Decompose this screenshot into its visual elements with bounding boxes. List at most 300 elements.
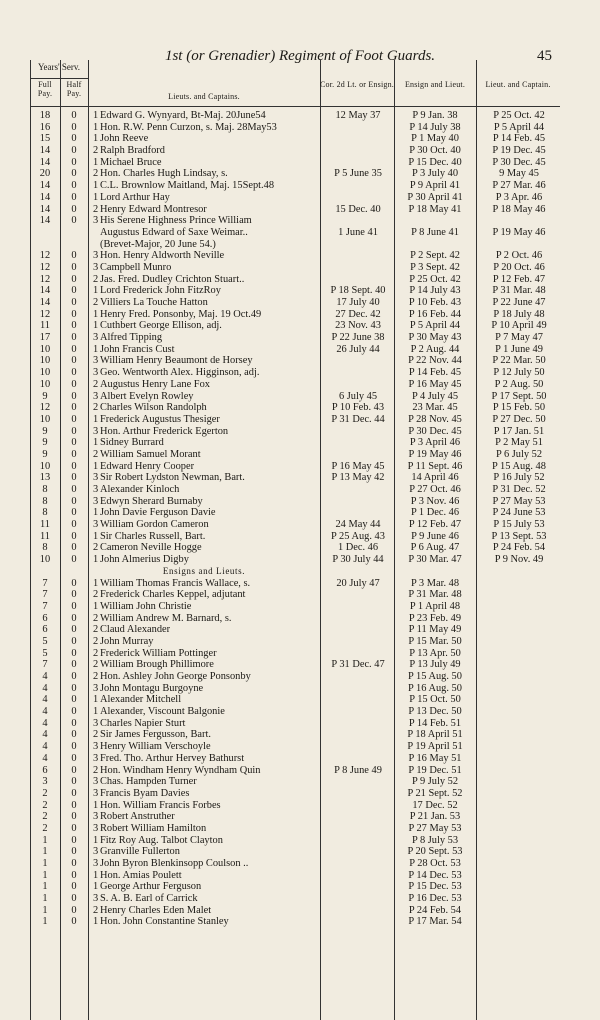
- officer-name: Hon. Ashley John George Ponsonby: [100, 671, 251, 682]
- officer-name: Geo. Wentworth Alex. Higginson, adj.: [100, 367, 260, 379]
- full-pay-years: 4: [42, 752, 48, 764]
- full-pay-years: 10: [39, 355, 51, 367]
- full-pay-years: 2: [42, 811, 48, 823]
- cornet-date: P 31 Dec. 44: [331, 413, 385, 425]
- half-pay-years: 0: [71, 811, 77, 823]
- half-pay-years: 0: [71, 285, 77, 297]
- lieut-captain-date: P 22 Mar. 50: [492, 355, 546, 367]
- regiment-number: 1: [93, 834, 99, 846]
- full-pay-years: 2: [42, 787, 48, 799]
- cornet-date: P 30 July 44: [332, 554, 384, 566]
- table-row: [0, 601, 600, 613]
- regiment-number: 3: [93, 250, 99, 262]
- officer-name: Ralph Bradford: [100, 145, 165, 157]
- full-pay-years: 1: [42, 893, 48, 905]
- table-row: [0, 507, 600, 519]
- officer-name: Frederick Charles Keppel, adjutant: [100, 589, 246, 601]
- table-row: [0, 274, 600, 286]
- half-pay-years: 0: [71, 156, 77, 168]
- ensign-date: P 2 Sept. 42: [410, 250, 460, 262]
- regiment-number: 1: [93, 437, 99, 449]
- officer-name: Edward G. Wynyard, Bt-Maj. 20June54: [100, 110, 266, 121]
- table-row: [0, 215, 600, 227]
- officer-name: Alexander, Viscount Balgonie: [100, 706, 225, 718]
- officer-name: Hon. R.W. Penn Curzon, s. Maj. 28May53: [100, 121, 277, 133]
- officer-name: Charles Wilson Randolph: [100, 402, 207, 414]
- regiment-number: 2: [93, 378, 99, 390]
- header-rule-years: [30, 78, 88, 79]
- lieut-captain-date: P 24 June 53: [492, 507, 546, 519]
- officer-name: Sir Charles Russell, Bart.: [100, 530, 206, 542]
- half-pay-years: 0: [71, 320, 77, 332]
- half-pay-years: 0: [71, 507, 77, 519]
- table-row: [0, 484, 600, 496]
- regiment-number: 1: [93, 530, 99, 542]
- lieut-captain-date: P 12 Feb. 47: [492, 273, 546, 285]
- half-pay-years: 0: [71, 367, 77, 379]
- table-row: [0, 379, 600, 391]
- lieut-captain-date: P 2 May 51: [495, 437, 543, 449]
- cornet-date: P 18 Sept. 40: [330, 285, 386, 297]
- cornet-date: 23 Nov. 43: [335, 320, 381, 332]
- table-row: [0, 262, 600, 274]
- regiment-number: 2: [93, 448, 99, 460]
- half-pay-years: 0: [71, 881, 77, 893]
- full-pay-years: 7: [42, 659, 48, 671]
- full-pay-years: 12: [39, 273, 51, 285]
- half-pay-years: 0: [71, 413, 77, 425]
- regiment-number: 2: [93, 612, 99, 624]
- table-row: [0, 683, 600, 695]
- lieut-captain-date: P 15 July 53: [493, 519, 545, 531]
- officer-name: Alfred Tipping: [100, 332, 163, 344]
- table-row: [0, 332, 600, 344]
- ensign-date: P 30 May 43: [408, 332, 462, 344]
- cornet-date: P 22 June 38: [331, 332, 385, 344]
- half-pay-years: 0: [71, 799, 77, 811]
- lieut-captain-date: P 18 July 48: [493, 308, 545, 320]
- table-row: [0, 426, 600, 438]
- officer-name: Alexander Mitchell: [100, 694, 182, 706]
- ensign-date: P 2 Aug. 44: [410, 343, 460, 355]
- lieut-captain-date: P 14 Feb. 45: [492, 133, 546, 145]
- officer-name: John Reeve: [100, 133, 149, 145]
- officer-name: Villiers La Touche Hatton: [100, 297, 208, 308]
- table-row: [0, 835, 600, 847]
- officer-name: Sir Robert Lydston Newman, Bart.: [100, 472, 245, 484]
- lieut-captain-date: P 19 Dec. 45: [492, 145, 546, 157]
- half-pay-years: 0: [71, 787, 77, 799]
- ensign-date: P 16 Aug. 50: [408, 682, 462, 694]
- table-row: [0, 402, 600, 414]
- lieut-captain-date: P 12 July 50: [493, 367, 545, 379]
- table-row: [0, 788, 600, 800]
- lieut-captain-date: P 22 June 47: [492, 297, 546, 308]
- officer-name: William Thomas Francis Wallace, s.: [100, 577, 251, 589]
- ensign-date: P 9 July 52: [411, 776, 459, 788]
- ensign-date: P 13 July 49: [409, 659, 461, 671]
- half-pay-years: 0: [71, 717, 77, 729]
- officer-name: Charles Napier Sturt: [100, 717, 186, 729]
- regiment-number: 3: [93, 332, 99, 344]
- table-row: [0, 145, 600, 157]
- lieut-captain-date: P 6 July 52: [495, 448, 543, 460]
- regiment-number: 2: [93, 168, 99, 180]
- ensign-date: P 19 April 51: [407, 741, 463, 753]
- officer-name: William Gordon Cameron: [100, 519, 209, 531]
- cornet-date: 17 July 40: [336, 297, 380, 308]
- regiment-number: 3: [93, 858, 99, 869]
- full-pay-years: 4: [42, 706, 48, 718]
- full-pay-years: 6: [42, 624, 48, 636]
- full-pay-years: 5: [42, 647, 48, 659]
- half-pay-years: 0: [71, 822, 77, 834]
- ensign-date: P 27 Oct. 46: [409, 484, 461, 495]
- ensign-date: P 3 April 46: [409, 437, 461, 449]
- full-pay-years: 10: [39, 378, 51, 390]
- table-row: [0, 157, 600, 169]
- ensign-date: P 4 July 45: [411, 390, 459, 402]
- ensign-date: P 3 Sept. 42: [410, 261, 460, 273]
- ensign-date: P 25 Oct. 42: [409, 273, 461, 285]
- regiment-number: 3: [93, 811, 99, 823]
- ensign-date: P 22 Nov. 44: [408, 355, 462, 367]
- half-pay-years: 0: [71, 191, 77, 203]
- full-pay-years: 12: [39, 261, 51, 273]
- ensign-date: P 1 Dec. 46: [410, 507, 460, 519]
- ensign-date: P 6 Aug. 47: [410, 542, 460, 554]
- lieut-captain-date: P 7 May 47: [495, 332, 543, 344]
- ensign-date: P 16 Feb. 44: [408, 308, 462, 320]
- full-pay-years: 14: [39, 285, 51, 297]
- cornet-date: P 31 Dec. 47: [331, 659, 385, 671]
- table-row: [0, 916, 600, 928]
- regiment-number: 3: [93, 367, 99, 379]
- table-row: [0, 519, 600, 531]
- table-row: [0, 566, 600, 578]
- officer-name: Henry Charles Eden Malet: [100, 904, 212, 916]
- half-pay-years: 0: [71, 893, 77, 905]
- full-pay-years: 12: [39, 308, 51, 320]
- half-pay-years: 0: [71, 378, 77, 390]
- lieut-captain-date: P 3 Apr. 46: [495, 191, 543, 203]
- ensign-date: P 8 June 41: [411, 226, 459, 238]
- ensign-date: P 28 Oct. 53: [409, 858, 461, 869]
- officer-name: Edwyn Sherard Burnaby: [100, 495, 203, 507]
- full-pay-years: 7: [42, 577, 48, 589]
- officer-name: John Davie Ferguson Davie: [100, 507, 216, 519]
- full-pay-years: 10: [39, 554, 51, 566]
- table-row: [0, 449, 600, 461]
- ensign-date: P 3 Nov. 46: [410, 495, 460, 507]
- table-row: [0, 239, 600, 251]
- full-pay-years: 6: [42, 612, 48, 624]
- regiment-number: 3: [93, 846, 99, 858]
- half-pay-years: 0: [71, 495, 77, 507]
- full-pay-years: 9: [42, 437, 48, 449]
- ensign-date: P 27 May 53: [408, 822, 462, 834]
- full-pay-years: 4: [42, 682, 48, 694]
- ensign-date: P 1 May 40: [411, 133, 459, 145]
- ensign-date: P 18 May 41: [408, 203, 462, 215]
- cornet-date: 24 May 44: [335, 519, 381, 531]
- full-pay-years: 11: [39, 519, 50, 531]
- regiment-number: 3: [93, 390, 99, 402]
- half-pay-years: 0: [71, 484, 77, 495]
- half-pay-years: 0: [71, 554, 77, 566]
- half-pay-years: 0: [71, 437, 77, 449]
- cornet-date: 26 July 44: [336, 343, 380, 355]
- col-full-pay: Full Pay.: [37, 80, 53, 98]
- full-pay-years: 2: [42, 822, 48, 834]
- regiment-number: 1: [93, 110, 99, 121]
- half-pay-years: 0: [71, 203, 77, 215]
- half-pay-years: 0: [71, 834, 77, 846]
- officer-name: Campbell Munro: [100, 261, 172, 273]
- lieut-captain-date: P 30 Dec. 45: [492, 156, 546, 168]
- regiment-number: 1: [93, 694, 99, 706]
- ensign-date: 23 Mar. 45: [412, 402, 458, 414]
- ensign-date: P 19 May 46: [408, 448, 462, 460]
- half-pay-years: 0: [71, 332, 77, 344]
- regiment-number: 2: [93, 145, 99, 157]
- half-pay-years: 0: [71, 261, 77, 273]
- ensign-date: P 14 Feb. 45: [408, 367, 462, 379]
- officer-name: Michael Bruce: [100, 156, 162, 168]
- table-row: [0, 250, 600, 262]
- table-row: [0, 846, 600, 858]
- regiment-number: 2: [93, 203, 99, 215]
- regiment-number: 2: [93, 542, 99, 554]
- full-pay-years: 1: [42, 846, 48, 858]
- ensign-date: P 12 Feb. 47: [408, 519, 462, 531]
- table-row: [0, 636, 600, 648]
- half-pay-years: 0: [71, 706, 77, 718]
- full-pay-years: 8: [42, 542, 48, 554]
- full-pay-years: 12: [39, 402, 51, 414]
- regiment-number: 2: [93, 659, 99, 671]
- table-row: [0, 694, 600, 706]
- full-pay-years: 1: [42, 869, 48, 881]
- ensign-date: P 16 Dec. 53: [408, 893, 462, 905]
- section-heading-ensigns-lieuts: Ensigns and Lieuts.: [162, 565, 246, 576]
- full-pay-years: 1: [42, 881, 48, 893]
- regiment-number: 3: [93, 717, 99, 729]
- table-row: [0, 800, 600, 812]
- regiment-number: 1: [93, 881, 99, 893]
- table-row: [0, 309, 600, 321]
- full-pay-years: 15: [39, 133, 51, 145]
- full-pay-years: 10: [39, 460, 51, 472]
- cornet-date: 12 May 37: [335, 110, 381, 121]
- table-row: [0, 613, 600, 625]
- table-row: [0, 496, 600, 508]
- half-pay-years: 0: [71, 530, 77, 542]
- half-pay-years: 0: [71, 647, 77, 659]
- full-pay-years: 20: [39, 168, 51, 180]
- officer-list: [0, 110, 600, 928]
- half-pay-years: 0: [71, 904, 77, 916]
- lieut-captain-date: P 20 Oct. 46: [493, 261, 545, 273]
- table-row: [0, 414, 600, 426]
- officer-name: Granville Fullerton: [100, 846, 180, 858]
- regiment-number: 3: [93, 519, 99, 531]
- ensign-date: P 15 Dec. 40: [408, 156, 462, 168]
- half-pay-years: 0: [71, 671, 77, 682]
- regiment-number: 1: [93, 343, 99, 355]
- full-pay-years: 9: [42, 390, 48, 402]
- full-pay-years: 9: [42, 448, 48, 460]
- officer-name: Hon. Arthur Frederick Egerton: [100, 425, 229, 437]
- lieut-captain-date: P 31 Dec. 52: [492, 484, 546, 495]
- table-row: [0, 391, 600, 403]
- regiment-number: 1: [93, 308, 99, 320]
- officer-name: Claud Alexander: [100, 624, 171, 636]
- full-pay-years: 13: [39, 472, 51, 484]
- officer-name: Hon. Henry Aldworth Neville: [100, 250, 225, 262]
- cornet-date: 1 Dec. 46: [337, 542, 379, 554]
- table-row: [0, 870, 600, 882]
- officer-name: Lord Arthur Hay: [100, 191, 170, 203]
- half-pay-years: 0: [71, 577, 77, 589]
- regiment-number: 3: [93, 472, 99, 484]
- ensign-date: P 21 Jan. 53: [409, 811, 461, 823]
- table-row: [0, 297, 600, 309]
- table-row: [0, 671, 600, 683]
- table-row: [0, 648, 600, 660]
- table-row: [0, 437, 600, 449]
- regiment-number: 1: [93, 916, 99, 928]
- ensign-date: P 30 Oct. 40: [409, 145, 461, 157]
- table-row: [0, 461, 600, 473]
- ensign-date: P 30 Mar. 47: [408, 554, 462, 566]
- table-row: [0, 823, 600, 835]
- ensign-date: P 9 June 46: [411, 530, 459, 542]
- col-lieuts-captains: Lieuts. and Captains.: [168, 92, 240, 101]
- table-row: [0, 718, 600, 730]
- regiment-number: 3: [93, 822, 99, 834]
- officer-name: Frederick Augustus Thesiger: [100, 413, 220, 425]
- half-pay-years: 0: [71, 472, 77, 484]
- full-pay-years: 10: [39, 367, 51, 379]
- officer-name: Hon. Charles Hugh Lindsay, s.: [100, 168, 228, 180]
- officer-name: Jas. Fred. Dudley Crichton Stuart..: [100, 273, 245, 285]
- years-serv-label: Years' Serv.: [37, 62, 81, 72]
- half-pay-years: 0: [71, 133, 77, 145]
- half-pay-years: 0: [71, 624, 77, 636]
- table-row: [0, 741, 600, 753]
- table-row: [0, 589, 600, 601]
- half-pay-years: 0: [71, 460, 77, 472]
- half-pay-years: 0: [71, 542, 77, 554]
- full-pay-years: 1: [42, 916, 48, 928]
- officer-name: Edward Henry Cooper: [100, 460, 195, 472]
- ensign-date: 14 April 46: [411, 472, 459, 484]
- full-pay-years: 14: [39, 191, 51, 203]
- full-pay-years: 4: [42, 694, 48, 706]
- regiment-number: 1: [93, 799, 99, 811]
- regiment-number: 3: [93, 682, 99, 694]
- regiment-number: 2: [93, 624, 99, 636]
- lieut-captain-date: P 17 Sept. 50: [491, 390, 547, 402]
- full-pay-years: 14: [39, 297, 51, 308]
- cornet-date: 15 Dec. 40: [335, 203, 381, 215]
- full-pay-years: 1: [42, 834, 48, 846]
- half-pay-years: 0: [71, 776, 77, 788]
- officer-name: John Murray: [100, 635, 154, 647]
- col-cor-ensign: Cor. 2d Lt. or Ensign.: [320, 80, 394, 89]
- officer-name: Henry William Verschoyle: [100, 741, 211, 753]
- half-pay-years: 0: [71, 308, 77, 320]
- full-pay-years: 3: [42, 776, 48, 788]
- ensign-date: P 30 April 41: [407, 191, 463, 203]
- ensign-date: P 14 Feb. 51: [408, 717, 462, 729]
- table-row: [0, 858, 600, 870]
- regiment-number: 3: [93, 484, 99, 495]
- regiment-number: 1: [93, 869, 99, 881]
- ensign-date: P 9 April 41: [409, 180, 461, 192]
- full-pay-years: 10: [39, 343, 51, 355]
- lieut-captain-date: P 10 April 49: [491, 320, 547, 332]
- officer-name: Cuthbert George Ellison, adj.: [100, 320, 222, 332]
- table-row: [0, 285, 600, 297]
- half-pay-years: 0: [71, 741, 77, 753]
- officer-name: William Andrew M. Barnard, s.: [100, 612, 232, 624]
- table-row: [0, 811, 600, 823]
- regiment-number: 3: [93, 752, 99, 764]
- regiment-number: 3: [93, 425, 99, 437]
- full-pay-years: 6: [42, 764, 48, 776]
- lieut-captain-date: P 17 Jan. 51: [493, 425, 545, 437]
- officer-name: Albert Evelyn Rowley: [100, 390, 194, 402]
- regiment-number: 1: [93, 554, 99, 566]
- half-pay-years: 0: [71, 682, 77, 694]
- regiment-number: 2: [93, 589, 99, 601]
- cornet-date: P 13 May 42: [331, 472, 385, 484]
- ensign-date: P 15 Oct. 50: [409, 694, 461, 706]
- officer-name: Hon. John Constantine Stanley: [100, 916, 229, 928]
- ensign-date: P 10 Feb. 43: [408, 297, 462, 308]
- lieut-captain-date: P 15 Feb. 50: [492, 402, 546, 414]
- cornet-date: P 5 June 35: [334, 168, 382, 180]
- officer-name: Lord Frederick John FitzRoy: [100, 285, 221, 297]
- officer-name: John Almerius Digby: [100, 554, 189, 566]
- ensign-date: P 20 Sept. 53: [407, 846, 463, 858]
- table-row: [0, 659, 600, 671]
- half-pay-years: 0: [71, 215, 77, 227]
- table-row: [0, 753, 600, 765]
- cornet-date: 6 July 45: [338, 390, 378, 402]
- regiment-number: 3: [93, 741, 99, 753]
- ensign-date: P 13 Apr. 50: [409, 647, 461, 659]
- regiment-number: 1: [93, 156, 99, 168]
- col-lieut-captain: Lieut. and Captain.: [485, 80, 551, 89]
- officer-name: S. A. B. Earl of Carrick: [100, 893, 198, 905]
- officer-name: Robert William Hamilton: [100, 822, 207, 834]
- officer-name: Hon. Windham Henry Wyndham Quin: [100, 764, 261, 776]
- cornet-date: P 8 June 49: [334, 764, 382, 776]
- lieut-captain-date: P 27 May 53: [492, 495, 546, 507]
- ensign-date: P 16 May 51: [408, 752, 462, 764]
- table-row: [0, 168, 600, 180]
- full-pay-years: 4: [42, 741, 48, 753]
- lieut-captain-date: P 1 June 49: [495, 343, 543, 355]
- lieut-captain-date: P 16 July 52: [493, 472, 545, 484]
- officer-name: William Samuel Morant: [100, 448, 201, 460]
- lieut-captain-date: P 27 Mar. 46: [492, 180, 546, 192]
- lieut-captain-date: P 27 Dec. 50: [492, 413, 546, 425]
- officer-name: Henry Edward Montresor: [100, 203, 207, 215]
